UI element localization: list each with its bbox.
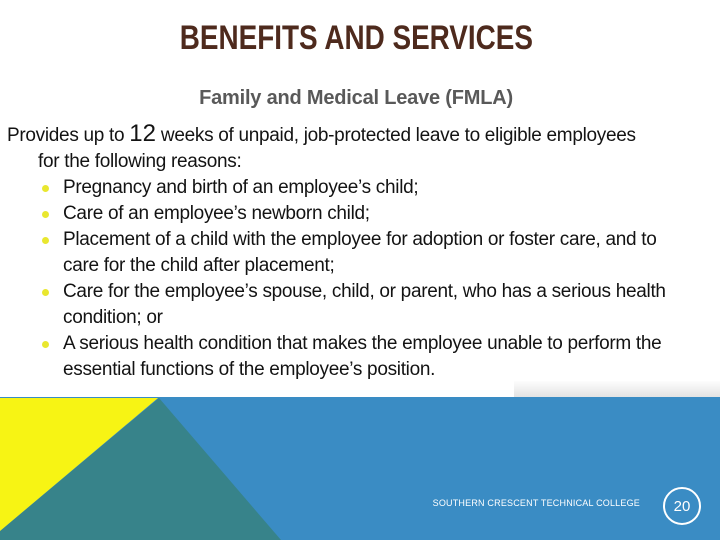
slide-subtitle: Family and Medical Leave (FMLA)	[199, 87, 513, 109]
bullet-line: Care of an employee’s newborn child;	[63, 203, 370, 224]
bullet-item	[7, 279, 713, 331]
bullet-marker	[42, 201, 63, 218]
bullet-line: A serious health condition that makes the employee unable to perform the	[63, 333, 662, 354]
intro-highlight-number: 12	[129, 120, 156, 147]
intro-line-1	[7, 122, 713, 149]
bullet-marker	[42, 227, 63, 244]
bullet-item	[7, 201, 713, 227]
bullet-dot-icon	[42, 289, 49, 296]
bullet-dot-icon	[42, 341, 49, 348]
bullet-marker	[42, 175, 63, 192]
bullet-line: Care for the employee’s spouse, child, or parent, who has a serious health	[63, 281, 666, 302]
slide-title-text: BENEFITS AND SERVICES	[179, 19, 533, 57]
bullet-dot-icon	[42, 211, 49, 218]
bullet-line: essential functions of the employee’s position.	[63, 359, 436, 380]
bullet-text	[63, 331, 713, 383]
bullet-item	[7, 227, 713, 279]
bullet-item	[7, 175, 713, 201]
bullet-marker	[42, 279, 63, 296]
bullet-item	[7, 331, 713, 383]
footer-text: SOUTHERN CRESCENT TECHNICAL COLLEGE	[432, 498, 640, 508]
bullet-text	[63, 175, 713, 201]
bullet-dot-icon	[42, 237, 49, 244]
intro-prefix: Provides up to	[7, 125, 130, 146]
page-number-badge	[663, 487, 701, 525]
bullet-line: care for the child after placement;	[63, 255, 335, 276]
bullet-text	[63, 227, 713, 279]
slide-title	[0, 20, 712, 56]
bullet-line: Placement of a child with the employee for adoption or foster care, and to	[63, 229, 657, 250]
body-text-block	[7, 122, 713, 383]
page-number: 20	[673, 497, 691, 515]
bullet-text	[63, 279, 713, 331]
bullet-marker	[42, 331, 63, 348]
intro-line-2: for the following reasons:	[38, 151, 242, 172]
bottom-decoration-band	[0, 397, 720, 540]
bullet-text	[63, 201, 713, 227]
bullet-line: condition; or	[63, 307, 163, 328]
bullet-line: Pregnancy and birth of an employee’s child;	[63, 177, 419, 198]
bullet-dot-icon	[42, 185, 49, 192]
content-box-shadow	[514, 381, 720, 397]
intro-suffix: weeks of unpaid, job-protected leave to eligible employees	[155, 125, 636, 146]
